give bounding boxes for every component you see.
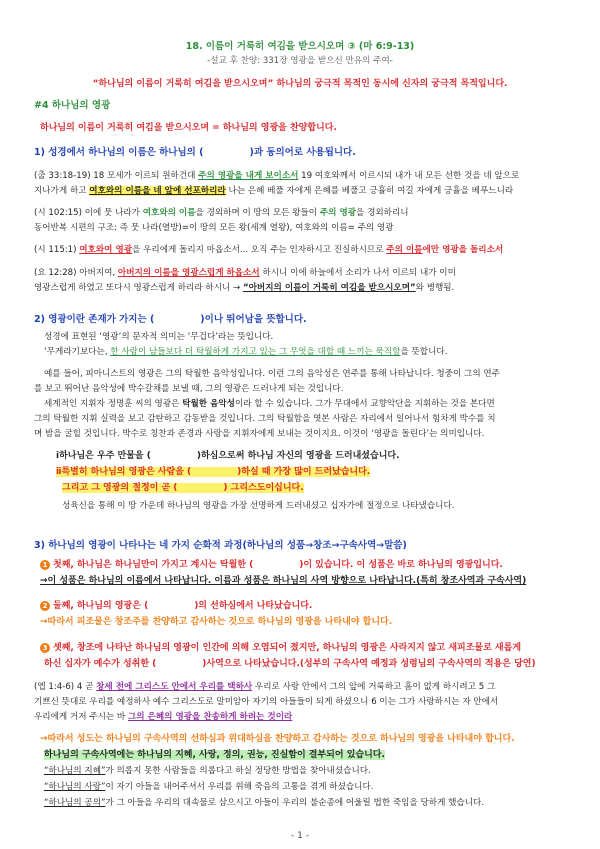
part2-heading: 2) 영광이란 존재가 가지는 ( )이나 뛰어남을 뜻합니다. [34,314,307,325]
glory-point-i: ⅰ하나님은 우주 만물을 ( )하심으로써 하나님 자신의 영광을 드러내셨습니다. [56,451,400,461]
glory-meaning-line: 성경에 표현된 ‘영광’의 문자적 의미는 ‘무겁다’라는 뜻입니다. [44,332,274,342]
justice-line: “하나님의 공의”가 그 아들을 우리의 대속물로 삼으시고 아들이 우리의 불순종에 어울릴 법한 죽임을 당하게 했습니다. [44,798,485,808]
glory-point-ii: ⅱ특별히 하나님의 영광은 사람을 ( )하실 때 가장 많이 드러났습니다. [56,467,371,477]
ephesians-1-verse-cont: 기쁘신 뜻대로 우리를 예정하사 예수 그리스도로 말미암아 자기의 아들들이 되게 하셨으니 6 이는 그가 사랑하시는 자 안에서 [34,697,499,707]
psalm-102-verse: (시 102:15) 이에 뭇 나라가 여호와의 이름을 경외하며 이 땅의 모든 왕들이 주의 영광을 경외하리니 [34,208,409,218]
part1-heading: 1) 성경에서 하나님의 이름은 하나님의 ( )과 동의어로 사용됩니다. [34,147,356,158]
section-title: #4 하나님의 영광 [34,100,111,111]
wisdom-line: “하나님의 지혜”가 의롭지 못한 사람들을 의롭다고 하실 정당한 방법을 찾아내셨습니다. [44,766,371,776]
process-step-2: 2 둘째, 하나님의 영광은 ( )의 선하심에서 나타났습니다. [40,600,570,613]
conductor-example-cont: 그의 탁월한 지휘 실력을 보고 감탄하고 감동받을 것입니다. 그의 탁월함을 엿본 사람은 자리에서 일어나서 힘차게 박수를 치 [34,414,496,424]
page-number: - 1 - [291,831,309,841]
process-step-3-cont: 하신 십자가 예수가 성취한 ( )사역으로 나타났습니다.(성부의 구속사역 예정과 성령님의 구속사역의 적용은 당연) [44,659,536,669]
process-step-2-note: →따라서 피조물은 창조주를 찬양하고 감사하는 것으로 하나님의 영광을 나타내야 합니다. [40,617,393,627]
conductor-example-end: 며 밤을 굴힐 것입니다. 박수로 칭찬과 존경과 사랑을 지휘자에게 보내는 것이지요. 이것이 ‘영광을 돌린다’는 의미입니다. [34,429,485,439]
conclusion-line: →따라서 성도는 하나님의 구속사역의 선하심과 위대하심을 찬양하고 감사하는 것으로 하나님의 영광을 나타내야 합니다. [40,734,515,744]
exodus-33-verse: (출 33:18-19) 18 모세가 이르되 원하건대 주의 영광을 내게 보이소서 19 여호와께서 이르시되 내가 내 모든 선한 것을 네 앞으로 [34,171,520,181]
document-title: 18. 이름이 거룩히 여김을 받으시오며 ③ (마 6:9-13) [185,41,415,52]
john-12-verse: (요 12:28) 아버지여, 아버지의 이름을 영광스럽게 하옵소서 하시니 이에 하늘에서 소리가 나서 이르되 내가 이미 [34,268,456,278]
ephesians-1-verse-end: 우리에게 거저 주시는 바 그의 은혜의 영광을 찬송하게 하려는 것이라 [34,712,293,722]
process-step-1-note: →이 성품은 하나님의 이름에서 나타납니다. 이름과 성품은 하나님의 사역 방향으로 나타납니다.(특히 창조사역과 구속사역) [40,576,527,586]
pianist-example: 예를 들어, 피아니스트의 영광은 그의 탁월한 음악성입니다. 이런 그의 음악성은 연주를 통해 나타납니다. 청중이 그의 연주 [44,369,500,379]
glory-weight-line: ‘무게라기보다는, 한 사람이 남들보다 더 탁월하게 가지고 있는 그 무엇을 대할 때 느끼는 묵직함을 뜻합니다. [44,347,448,357]
part3-heading: 3) 하나님의 영광이 나타나는 네 가지 순화적 과정(하나님의 성품→창조→구속사역→말씀) [34,540,407,551]
glory-point-iii: 그리고 그 영광의 절정이 곧 ( ) 그리스도이십니다. [62,483,304,493]
attributes-line: 하나님의 구속사역에는 하나님의 지혜, 사랑, 정의, 권능, 진실함이 결부되어 있습니다. [44,750,385,760]
number-badge: 3 [40,643,50,653]
ephesians-1-verse: (엡 1:4-6) 4 곧 창세 전에 그리스도 안에서 우리를 택하사 우리로 사랑 안에서 그의 앞에 거룩하고 흠이 없게 하시려고 5 그 [34,682,496,692]
number-badge: 2 [40,601,50,611]
incarnation-line: 성육신을 통해 이 땅 가운데 하나님의 영광을 가장 선명하게 드러내셨고 십자가에 절정으로 나타냈습니다. [62,501,455,511]
psalm-115-verse: (시 115:1) 여호와여 영광을 우리에게 돌리지 마옵소서... 오직 주는 인자하시고 진실하시므로 주의 이름에만 영광을 돌리소서 [34,245,504,255]
psalm-102-note: 동어반복 시편의 구조: 즉 뭇 나라(열방)=이 땅의 모든 왕(세계 열왕), 여호와의 이름= 주의 영광 [34,223,394,233]
pianist-example-cont: 를 보고 뛰어난 음악성에 박수갈채를 보낼 때, 그의 영광은 드러나게 되는 것입니다. [34,384,344,394]
thesis-line: “하나님의 이름이 거룩히 여김을 받으시오며” 하나님의 궁극적 목적인 동시에 신자의 궁극적 목적입니다. [92,79,508,89]
love-line: “하나님의 사랑”이 자기 아들을 내어주셔서 우리를 위해 죽음의 고통을 겪게 하셨습니다. [44,782,374,792]
john-12-verse-cont: 영광스럽게 하였고 또다시 영광스럽게 하리라 하시니 → “아버지의 이름이 거룩히 여김을 받으시오며”와 병행됨. [34,283,455,293]
number-badge: 1 [40,560,50,570]
document-subtitle: -설교 후 찬양: 331장 영광을 받으신 만유의 주여- [207,56,393,66]
conductor-example: 세계적인 지휘자 정명훈 씨의 영광은 탁월한 음악성이라 할 수 있습니다. 그가 무대에서 교향악단을 지휘하는 것을 본다면 [44,399,495,409]
process-step-3: 3 셋째, 창조에 나타난 하나님의 영광이 인간에 의해 오염되어 졌지만, 하나님의 영광은 사라지지 않고 새피조물로 새롭게 [40,642,570,655]
exodus-33-verse-cont: 지나가게 하고 여호와의 이름을 네 앞에 선포하리라 나는 은혜 베풀 자에게 은혜를 베풀고 긍휼히 여길 자에게 긍휼을 베푸느니라 [34,186,514,196]
section-lead: 하나님의 이름이 거룩히 여김을 받으시오며 = 하나님의 영광을 찬양합니다. [40,123,337,133]
process-step-1: 1 첫째, 하나님은 하나님만이 가지고 계시는 탁월한 ( )이 있습니다. 이 성품은 바로 하나님의 영광입니다. [40,559,570,572]
